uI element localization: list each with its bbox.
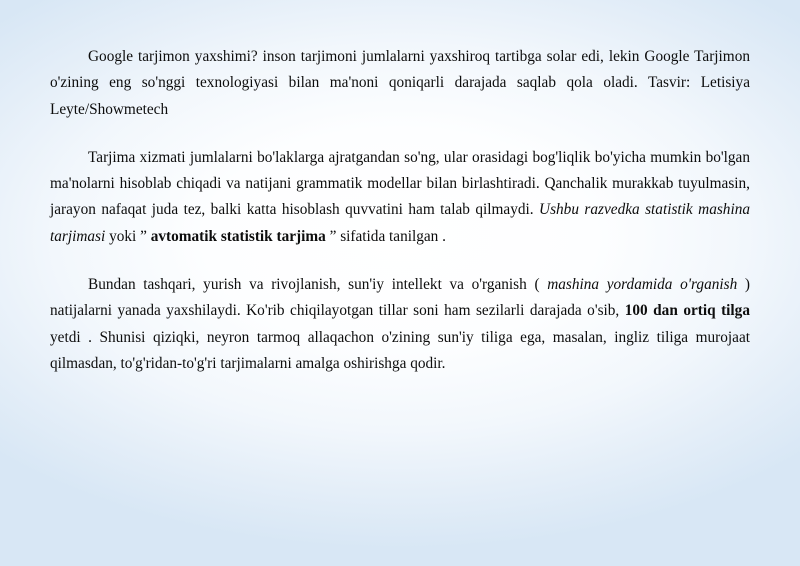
strong-text: 100 dan ortiq tilga [624,302,750,320]
body-text: yetdi . Shunisi qiziqki, neyron tarmoq allaqachon o'zining sun'iy tiliga ega, masalan, ingliz tiliga murojaat qilmasdan, to'g'ridan-to'g'ri tarjimalarni amalga oshirishga qodir. [50,328,750,372]
body-text: ) natijalarni yanada yaxshilaydi. Ko'rib chiqilayotgan tillar soni ham sezilarli darajada o'sib, [50,276,751,320]
paragraph [50,145,750,250]
emphasis-text: mashina yordamida o'rganish [547,276,738,294]
body-text: ” sifatida tanilgan . [325,227,446,245]
document-body [50,44,750,377]
paragraph [50,272,750,377]
paragraph [50,44,750,123]
body-text: Google tarjimon yaxshimi? inson tarjimoni jumlalarni yaxshiroq tartibga solar edi, lekin Google Tarjimon o'zining eng so'nggi texnologiyasi bilan ma'noni qoniqarli darajada saqlab qola oladi. Tasvir: Letisiya Leyte/Showmetech [50,48,750,118]
body-text: Bundan tashqari, yurish va rivojlanish, sun'iy intellekt va o'rganish ( [88,276,548,294]
strong-text: avtomatik statistik tarjima [150,227,326,245]
body-text: Tarjima xizmati jumlalarni bo'laklarga ajratgandan so'ng, ular orasidagi bog'liqlik bo'yicha mumkin bo'lgan ma'nolarni hisoblab chiqadi va natijani grammatik modellar bilan birlashtiradi. Qanchalik murakkab tuyulmasin, jarayon nafaqat juda tez, balki katta hisoblash quvvatini ham talab qilmaydi. [50,148,750,219]
body-text: yoki ” [105,227,151,245]
emphasis-text: Ushbu razvedka statistik mashina tarjimasi [50,201,750,245]
